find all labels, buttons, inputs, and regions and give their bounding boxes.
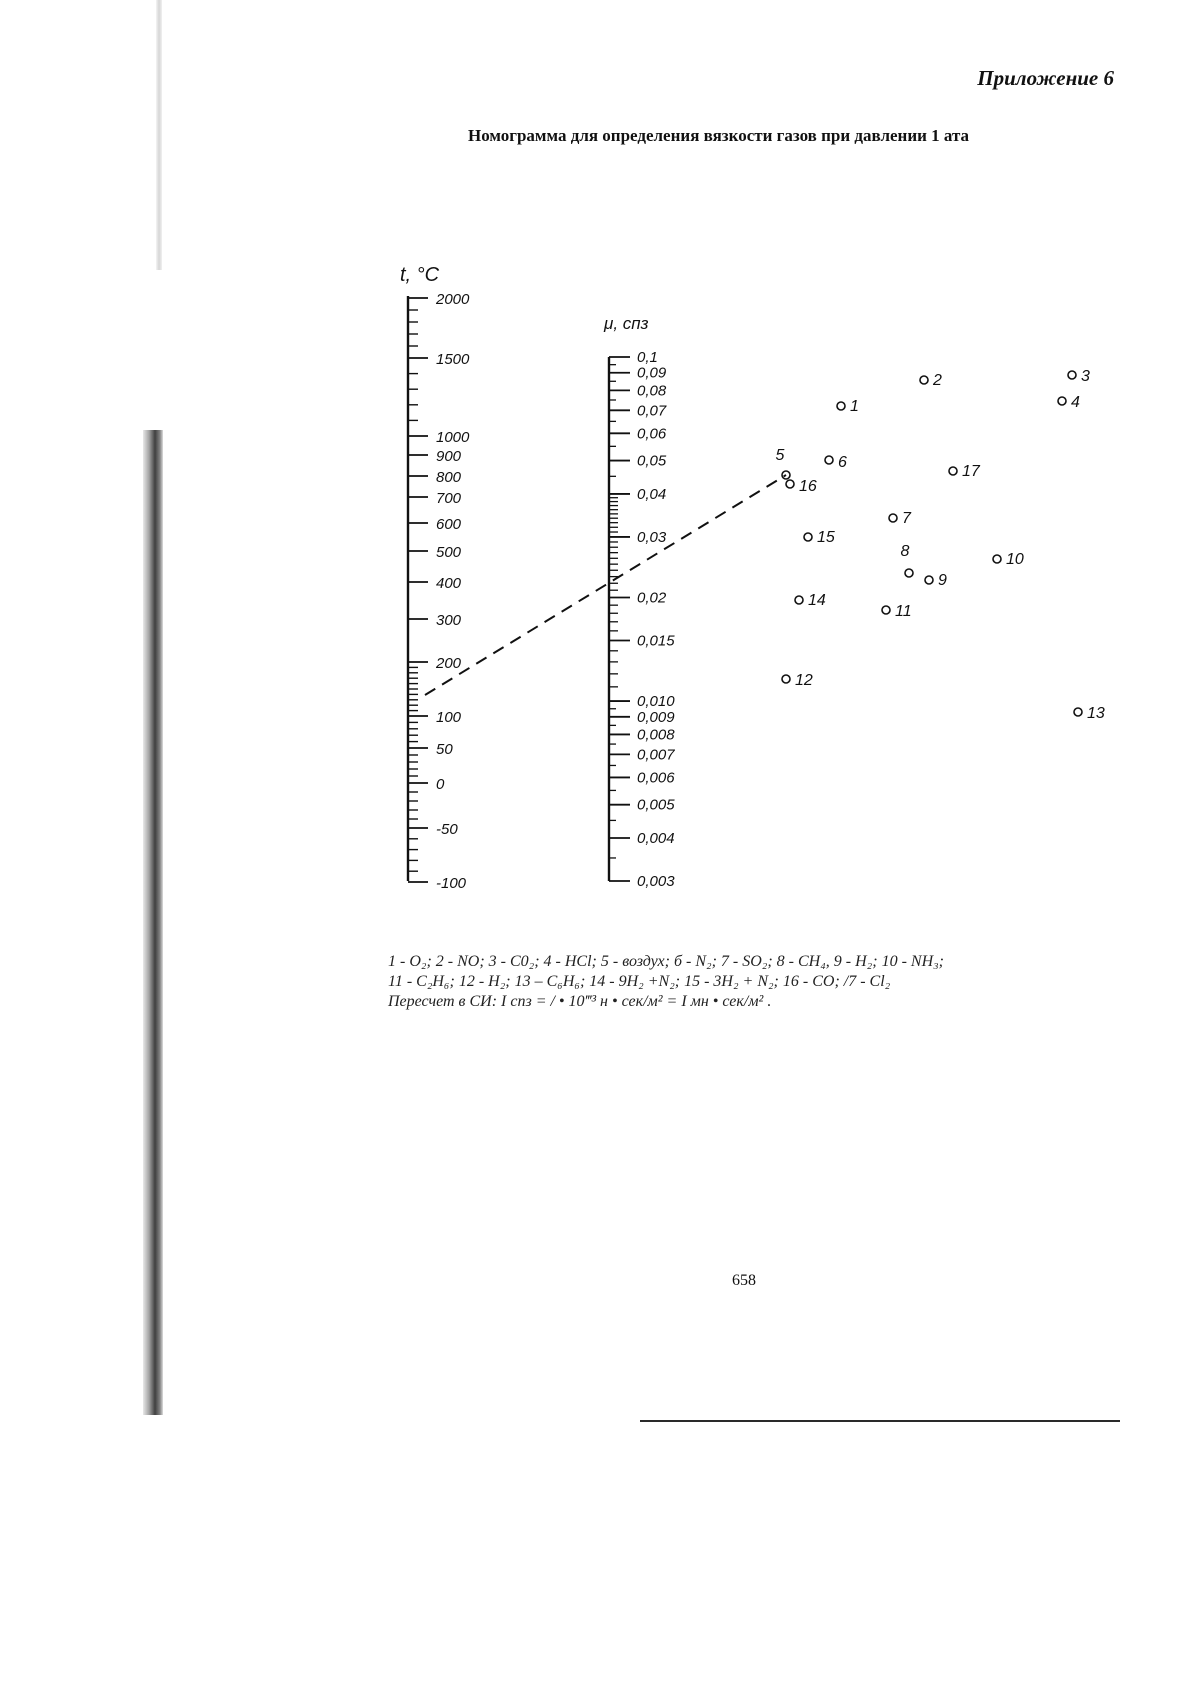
gas-point-marker — [782, 675, 790, 683]
mu-tick-label: 0,03 — [637, 528, 667, 546]
mu-tick-label: 0,07 — [637, 402, 667, 420]
gas-point-label: 2 — [933, 372, 942, 389]
gas-point-marker — [920, 376, 928, 384]
gas-point-marker — [786, 480, 794, 488]
mu-tick-label: 0,09 — [637, 364, 667, 382]
gas-point-marker — [1068, 371, 1076, 379]
mu-axis-ticks — [609, 349, 675, 890]
t-tick-label: 700 — [436, 490, 462, 507]
t-tick-label: 2000 — [436, 291, 470, 308]
example-dashed-line — [425, 475, 786, 695]
gas-point-marker — [837, 402, 845, 410]
legend-line: Пересчет в СИ: I спз = / • 10‴³ н • сек/м² = I мн • сек/м² . — [388, 993, 772, 1010]
gas-point-label: 14 — [808, 592, 826, 609]
t-tick-label: 50 — [436, 741, 453, 758]
gas-point-marker — [905, 569, 913, 577]
t-tick-label: 900 — [436, 448, 462, 465]
gas-point-marker — [949, 467, 957, 475]
gas-point-marker — [795, 596, 803, 604]
t-tick-label: 400 — [436, 575, 462, 592]
gas-point-marker — [1074, 708, 1082, 716]
t-tick-label: 600 — [436, 516, 462, 533]
t-tick-label: 1500 — [436, 351, 470, 368]
mu-tick-label: 0,006 — [637, 769, 675, 787]
t-tick-label: 800 — [436, 469, 462, 486]
t-tick-label: 300 — [436, 612, 462, 629]
gas-point-label: 8 — [900, 543, 910, 560]
gas-point-marker — [825, 456, 833, 464]
mu-tick-label: 0,005 — [637, 796, 675, 814]
mu-tick-label: 0,1 — [637, 349, 658, 366]
t-tick-label: -50 — [436, 821, 458, 838]
t-tick-label: 100 — [436, 709, 462, 726]
mu-tick-label: 0,08 — [637, 382, 667, 400]
gas-point-marker — [1058, 397, 1066, 405]
gas-point-marker — [993, 555, 1001, 563]
mu-tick-label: 0,010 — [637, 693, 675, 711]
mu-tick-label: 0,003 — [637, 873, 675, 890]
page-title: Номограмма для определения вязкости газов при давлении 1 ата — [468, 126, 970, 145]
t-axis-label: t, °C — [400, 264, 440, 286]
page-number: 658 — [732, 1272, 756, 1289]
gas-point-label: 12 — [795, 672, 813, 689]
gas-point-label: 17 — [962, 463, 980, 480]
mu-tick-label: 0,008 — [637, 726, 675, 744]
gas-point-label: 4 — [1071, 394, 1080, 411]
mu-tick-label: 0,009 — [637, 708, 675, 726]
gas-point-marker — [925, 576, 933, 584]
gas-point-label: 9 — [938, 572, 947, 589]
gas-point-label: 16 — [799, 478, 817, 495]
t-tick-label: 0 — [436, 776, 445, 793]
legend-line: 11 - C₂H₆; 12 - H₂; 13 – C₆H₆; 14 - 9H₂ +N₂; 15 - 3H₂ + N₂; 16 - CO; /7 - Cl₂ — [388, 973, 891, 990]
gas-point-label: 15 — [817, 529, 835, 546]
t-tick-label: 200 — [436, 655, 462, 672]
mu-axis-label: μ, спз — [604, 314, 649, 333]
gas-point-marker — [889, 514, 897, 522]
t-tick-label: 500 — [436, 544, 462, 561]
mu-tick-label: 0,015 — [637, 632, 675, 650]
gas-point-marker — [882, 606, 890, 614]
t-tick-label: -100 — [436, 875, 467, 892]
mu-tick-label: 0,02 — [637, 589, 667, 607]
appendix-label: Приложение 6 — [977, 66, 1114, 90]
gas-point-label: 6 — [838, 454, 847, 471]
legend — [388, 952, 1128, 1012]
gas-point-label: 5 — [775, 447, 785, 464]
legend-line: 1 - O₂; 2 - NO; 3 - C0₂; 4 - HCl; 5 - воздух; б - N₂; 7 - SO₂; 8 - CH₄, 9 - H₂; 10 - NH₃; — [388, 953, 945, 970]
mu-tick-label: 0,05 — [637, 452, 667, 470]
gas-point-label: 7 — [902, 510, 911, 527]
mu-tick-label: 0,004 — [637, 830, 675, 848]
mu-tick-label: 0,04 — [637, 485, 667, 503]
gas-point-marker — [804, 533, 812, 541]
gas-point-label: 3 — [1081, 368, 1090, 385]
t-axis-ticks — [408, 291, 470, 892]
mu-tick-label: 0,007 — [637, 746, 675, 764]
gas-point-label: 13 — [1087, 705, 1105, 722]
gas-points — [776, 368, 1105, 722]
gas-point-label: 11 — [895, 603, 912, 620]
gas-point-label: 1 — [850, 398, 859, 415]
t-tick-label: 1000 — [436, 429, 470, 446]
mu-tick-label: 0,06 — [637, 425, 667, 443]
gas-point-label: 10 — [1006, 551, 1024, 568]
